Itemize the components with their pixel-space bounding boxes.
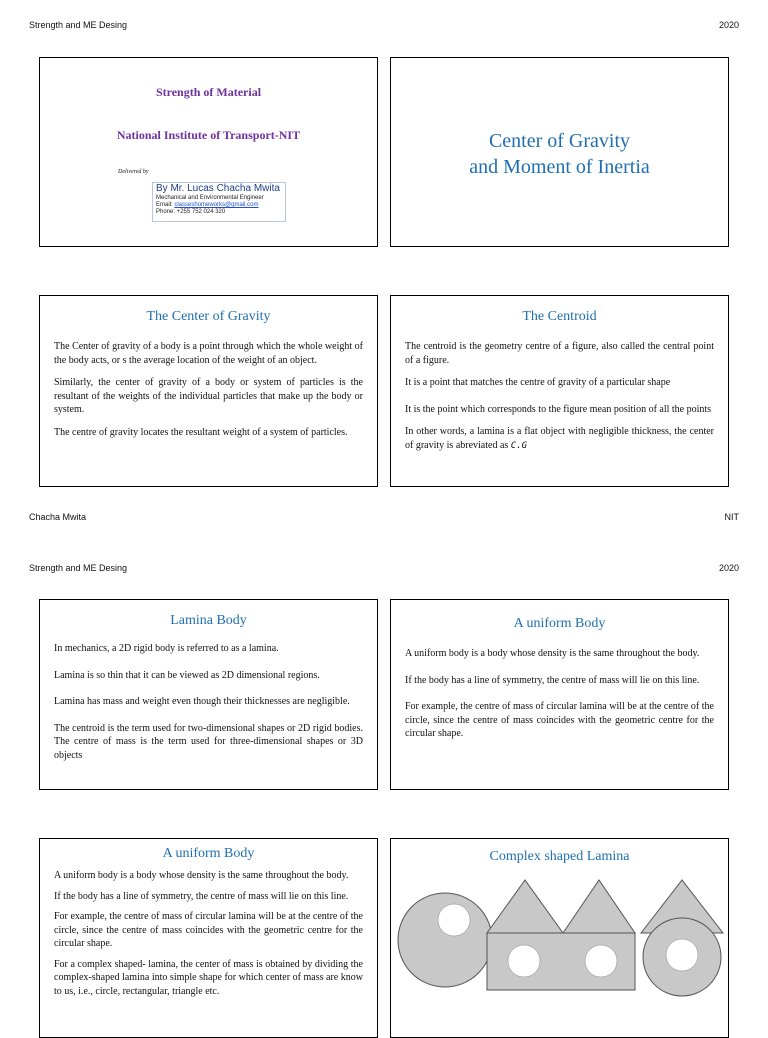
paragraph: Lamina has mass and weight even though their thicknesses are negligible.: [54, 696, 350, 707]
paragraph: Lamina is so thin that it can be viewed as 2D dimensional regions.: [54, 669, 320, 681]
topic-line-1: Center of Gravity: [488, 130, 631, 152]
paragraph: The centroid is the term used for two-dimensional shapes or 2D rigid bodies. The centre of mass is the term used for three-dimensional shapes or 3D objects: [54, 722, 363, 761]
page-header-year: 2020: [718, 20, 739, 30]
paragraph: For a complex shaped- lamina, the center of mass is obtained by dividing the complex-shaped lamina into simple shape for which center of mass are know to us, i.e., circle, rectangular, triangle etc.: [54, 958, 363, 997]
delivered-by-label: Delivered by: [118, 169, 149, 175]
page-header-left: Strength and ME Desing: [29, 20, 128, 30]
course-title: Strength of Material: [155, 85, 262, 99]
slide-body: [40, 325, 377, 439]
paragraph: In mechanics, a 2D rigid body is referred to as a lamina.: [54, 643, 279, 654]
author-name: By Mr. Lucas Chacha Mwita: [156, 183, 280, 194]
hole-rect-left: [508, 945, 540, 977]
slide-heading: Complex shaped Lamina: [489, 849, 630, 864]
slide-complex-lamina: [390, 838, 729, 1038]
paragraph: The centre of gravity locates the resultant weight of a system of particles.: [54, 426, 348, 438]
paragraph: Similarly, the center of gravity of a body or system of particles is the resultant of the weights of the individual particles that make up the body or system.: [54, 377, 363, 415]
slide-center-of-gravity: [39, 295, 378, 487]
page-footer-author: Chacha Mwita: [29, 512, 87, 522]
slide-uniform-body-complex: [39, 838, 378, 1038]
page-footer-org: NIT: [724, 512, 739, 522]
slide-topic: [390, 57, 729, 247]
hole-large-circle: [438, 904, 470, 936]
slide-body: [40, 629, 377, 762]
slide-centroid: [390, 295, 729, 487]
institute-name: National Institute of Transport-NIT: [116, 128, 301, 142]
slide-heading: The Center of Gravity: [146, 309, 271, 324]
page-header-left: Strength and ME Desing: [29, 563, 128, 573]
paragraph: For example, the centre of mass of circular lamina will be at the centre of the circle, since the centre of mass coincides with the geometric centre for the circular shape.: [54, 911, 363, 949]
author-phone: Phone: +255 752 024 320: [156, 209, 226, 215]
triangle-left: [487, 880, 563, 933]
slide-heading: A uniform Body: [513, 616, 606, 631]
slide-body: [391, 632, 728, 741]
paragraph-text: In other words, a lamina is a flat object with negligible thickness, the center of gravity is abreviated as: [405, 426, 714, 451]
author-box: [152, 182, 286, 222]
slide-body: [40, 862, 377, 998]
paragraph: The Center of gravity of a body is a point through which the whole weight of the body acts, or s the average location of the weight of an object.: [54, 341, 363, 366]
email-link[interactable]: classeshomeworks@gmail.com: [174, 202, 259, 208]
paragraph: For example, the centre of mass of circular lamina will be at the centre of the circle, since the centre of mass coincides with the geometric centre for the circular shape.: [405, 701, 714, 739]
slide-heading: The Centroid: [522, 309, 597, 324]
paragraph: It is a point that matches the centre of gravity of a particular shape: [405, 377, 671, 388]
complex-shapes-diagram: [391, 839, 729, 1038]
paragraph: If the body has a line of symmetry, the centre of mass will lie on this line.: [54, 890, 349, 902]
page-header-year: 2020: [718, 563, 739, 573]
email-label: Email:: [156, 202, 173, 208]
paragraph: If the body has a line of symmetry, the centre of mass will lie on this line.: [405, 674, 700, 686]
hole-rect-right: [585, 945, 617, 977]
topic-line-2: and Moment of Inertia: [469, 156, 650, 178]
paragraph: A uniform body is a body whose density is the same throughout the body.: [405, 648, 700, 659]
slide-heading: A uniform Body: [162, 846, 255, 861]
hole-right-circle: [666, 939, 698, 971]
cg-symbol: C.G: [510, 440, 528, 451]
triangle-right: [563, 880, 635, 933]
slide-heading: Lamina Body: [170, 613, 247, 628]
paragraph: The centroid is the geometry centre of a figure, also called the central point of a figure.: [405, 341, 714, 366]
paragraph: It is the point which corresponds to the figure mean position of all the points: [405, 403, 712, 415]
slide-title: [39, 57, 378, 247]
paragraph: [405, 425, 714, 453]
slide-lamina-body: [39, 599, 378, 790]
paragraph: A uniform body is a body whose density is the same throughout the body.: [54, 870, 349, 881]
author-email-line: [153, 202, 285, 209]
author-role: Mechanical and Environmental Engineer: [156, 195, 264, 201]
slide-body: [391, 325, 728, 453]
slide-uniform-body: [390, 599, 729, 790]
